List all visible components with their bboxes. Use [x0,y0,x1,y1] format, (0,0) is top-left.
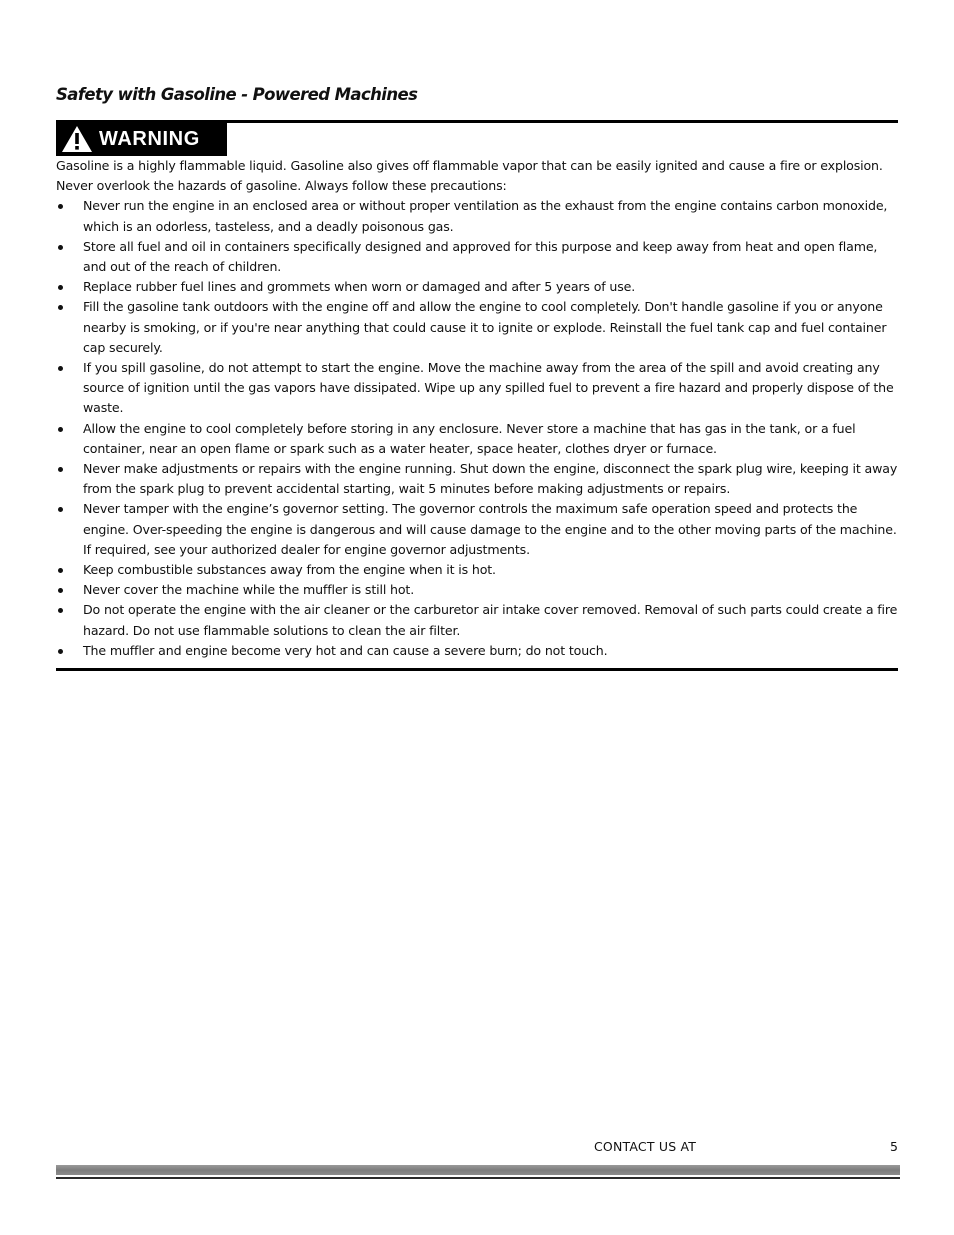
warning-intro: Gasoline is a highly flammable liquid. Gasoline also gives off flammable vapor that can be easily ignited and cause a fire or explosion. Never overlook the hazards of gasoline. Always follow these precautions: [56,158,883,194]
bullet-icon [58,649,63,654]
footer-bar [56,1165,900,1175]
list-item-text: If you spill gasoline, do not attempt to start the engine. Move the machine away from the area of the spill and avoid creating any source of ignition until the gas vapors have dissipated. Wipe up any spilled fuel to prevent a fire hazard and properly dispose of the waste. [83,360,894,416]
list-item [56,499,898,560]
bullet-icon [58,568,63,573]
page-number: 5 [890,1139,898,1154]
list-item [56,196,898,236]
warning-bottom-rule [56,668,898,671]
list-item [56,277,898,297]
list-item-text: Never tamper with the engine’s governor setting. The governor controls the maximum safe operation speed and protects the engine. Over-speeding the engine is dangerous and will cause damage to the engine and to the other moving parts of the machine. If required, see your authorized dealer for engine governor adjustments. [83,501,897,557]
list-item [56,459,898,499]
list-item [56,419,898,459]
bullet-icon [58,285,63,290]
list-item-text: The muffler and engine become very hot and can cause a severe burn; do not touch. [83,642,608,658]
footer-contact: CONTACT US AT [594,1139,697,1154]
list-item-text: Fill the gasoline tank outdoors with the engine off and allow the engine to cool completely. Don't handle gasoline if you or anyone nearby is smoking, or if you're near anything that could cause it to ignite or explode. Reinstall the fuel tank cap and fuel container cap securely. [83,299,887,355]
list-item [56,560,898,580]
warning-body [56,156,898,661]
list-item [56,237,898,277]
list-item [56,641,898,661]
section-title: Safety with Gasoline - Powered Machines [56,85,418,104]
warning-label-text: WARNING [99,128,200,150]
list-item [56,580,898,600]
bullet-icon [58,366,63,371]
list-item-text: Allow the engine to cool completely before storing in any enclosure. Never store a machine that has gas in the tank, or a fuel container, near an open flame or spark such as a water heater, space heater, clothes dryer or furnace. [83,420,856,456]
list-item-text: Keep combustible substances away from the engine when it is hot. [83,562,496,578]
bullet-icon [58,305,63,310]
bullet-icon [58,245,63,250]
warning-triangle-icon [61,125,93,153]
warning-label-box [56,122,227,156]
bullet-icon [58,608,63,613]
list-item-text: Store all fuel and oil in containers specifically designed and approved for this purpose and keep away from heat and open flame, and out of the reach of children. [83,238,878,275]
list-item-text: Do not operate the engine with the air cleaner or the carburetor air intake cover removed. Removal of such parts could create a fire hazard. Do not use flammable solutions to clean the air filter. [83,602,898,638]
bullet-icon [58,467,63,472]
list-item-text: Never cover the machine while the muffler is still hot. [83,582,415,598]
list-item [56,297,898,358]
list-item-text: Replace rubber fuel lines and grommets when worn or damaged and after 5 years of use. [83,279,636,295]
bullet-icon [58,507,63,512]
list-item-text: Never make adjustments or repairs with the engine running. Shut down the engine, disconnect the spark plug wire, keeping it away from the spark plug to prevent accidental starting, wait 5 minutes before making adjustments or repairs. [83,461,898,497]
precautions-list [56,196,898,661]
list-item [56,600,898,640]
bullet-icon [58,427,63,432]
bullet-icon [58,204,63,209]
list-item-text: Never run the engine in an enclosed area or without proper ventilation as the exhaust from the engine contains carbon monoxide, which is an odorless, tasteless, and a deadly poisonous gas. [83,198,888,234]
footer-line [56,1177,900,1179]
bullet-icon [58,588,63,593]
list-item [56,358,898,419]
